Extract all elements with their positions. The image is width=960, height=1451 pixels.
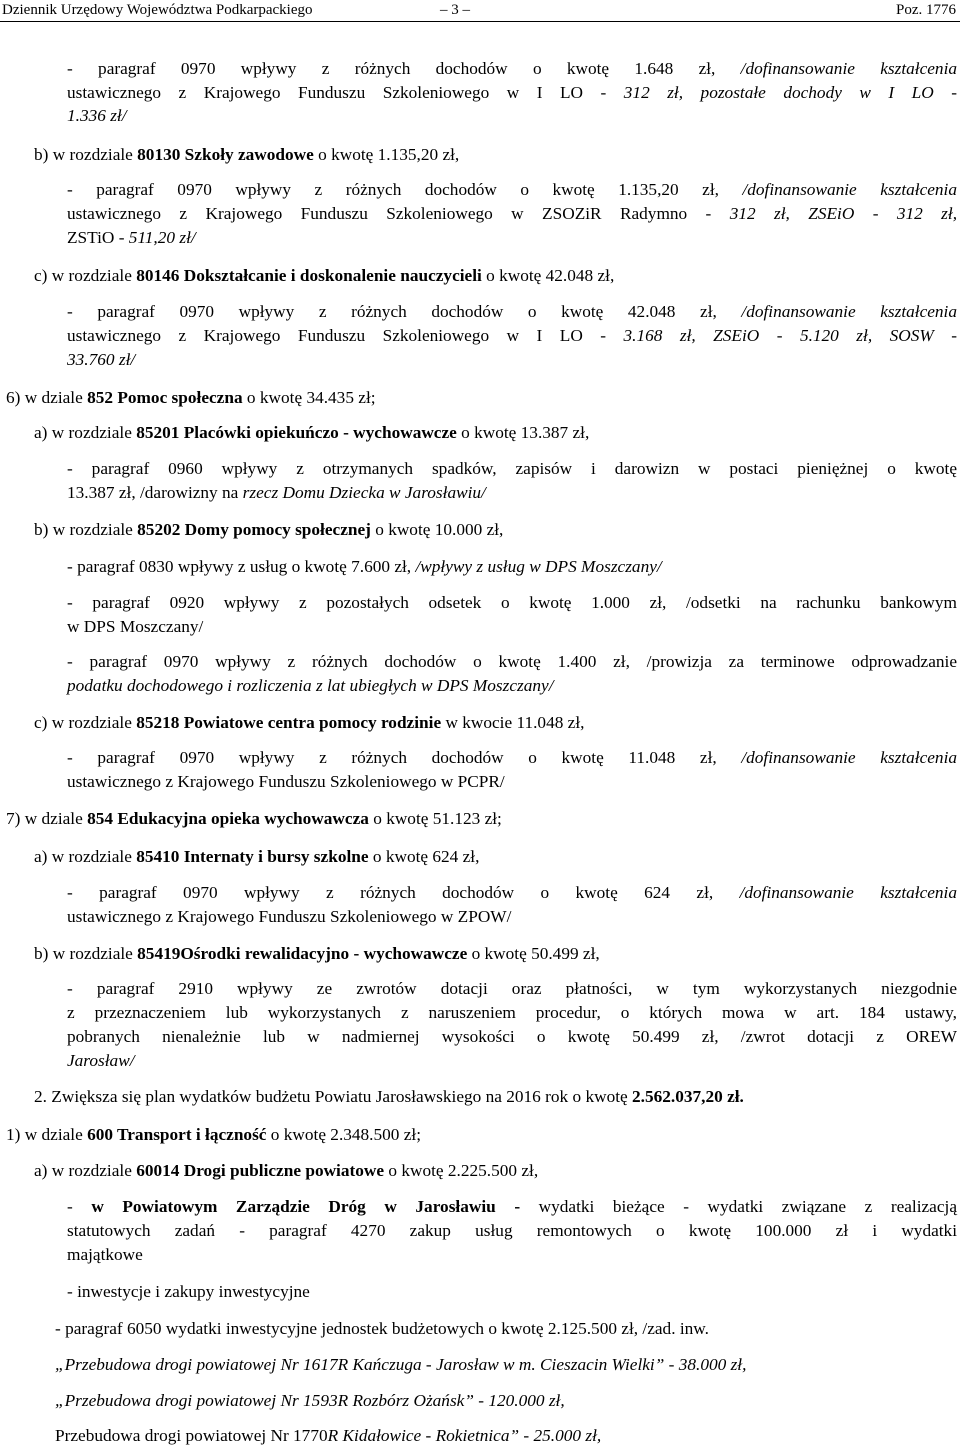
text-line [67, 178, 957, 202]
text-line [67, 615, 203, 639]
text-segment: z przeznaczeniem lub wykorzystanych z naruszeniem procedur, o których mowa w art. 184 ustawy, [67, 1003, 957, 1022]
text-segment: 80146 Dokształcanie i doskonalenie nauczycieli [136, 266, 482, 285]
text-line [67, 1243, 143, 1267]
text-line [67, 1219, 957, 1243]
text-segment: 7) w dziale [6, 809, 88, 828]
text-segment: 1) w dziale [6, 1125, 88, 1144]
text-segment: wydatki bieżące - wydatki związane z realizacją [520, 1197, 957, 1216]
text-segment: ustawicznego z Krajowego Funduszu Szkoleniowego w I LO - [67, 83, 624, 102]
text-line [55, 1317, 709, 1341]
text-line [67, 300, 957, 324]
text-segment: a) w rozdziale [34, 847, 137, 866]
text-line [67, 1280, 310, 1304]
text-line [34, 711, 584, 735]
text-line [67, 905, 511, 929]
text-segment: 854 Edukacyjna opieka wychowawcza [87, 809, 369, 828]
text-segment: 852 Pomoc społeczna [87, 388, 243, 407]
text-line [34, 143, 459, 167]
text-line [67, 81, 957, 105]
text-line [67, 481, 486, 505]
text-segment: 33.760 zł/ [67, 350, 136, 369]
text-segment: podatku dochodowego i rozliczenia z lat ubiegłych w DPS Moszczany/ [67, 676, 554, 695]
text-segment: 511,20 zł/ [128, 228, 196, 247]
text-segment: o kwotę 42.048 zł, [481, 266, 615, 285]
text-line [67, 1001, 957, 1025]
text-segment: w DPS Moszczany/ [67, 617, 204, 636]
text-segment: - paragraf 0970 wpływy z różnych dochodów o kwotę 624 zł, [67, 883, 740, 902]
text-segment: 85419Ośrodki rewalidacyjno - wychowawcze [137, 944, 468, 963]
page-number: – 3 – [440, 2, 470, 18]
text-segment: o kwotę 1.135,20 zł, [313, 145, 460, 164]
position-number: Poz. 1776 [896, 2, 956, 18]
text-segment: 1.336 zł/ [67, 106, 127, 125]
text-line [55, 1424, 601, 1448]
text-segment: 13.387 zł, /darowizny na [67, 483, 243, 502]
text-segment: 60014 Drogi publiczne powiatowe [136, 1161, 385, 1180]
text-segment: ustawicznego z Krajowego Funduszu Szkoleniowego w I LO - [67, 326, 624, 345]
text-line [67, 457, 957, 481]
text-line [34, 942, 600, 966]
text-segment: - paragraf 6050 wydatki inwestycyjne jednostek budżetowych o kwotę 2.125.500 zł, /zad. inw. [55, 1319, 709, 1338]
text-line [55, 1353, 746, 1377]
text-segment: /dofinansowanie kształcenia [741, 302, 958, 321]
text-segment: rzecz Domu Dziecka w Jarosławiu/ [242, 483, 486, 502]
text-segment: Przebudowa drogi powiatowej Nr 1770 [55, 1426, 328, 1445]
text-line [67, 57, 957, 81]
text-line [67, 1049, 135, 1073]
text-segment: 312 zł, pozostałe dochody w I LO - [623, 83, 957, 102]
text-line [34, 264, 614, 288]
text-segment: ustawicznego z Krajowego Funduszu Szkoleniowego w ZPOW/ [67, 907, 512, 926]
text-segment: a) w rozdziale [34, 1161, 137, 1180]
text-segment: ustawicznego z Krajowego Funduszu Szkoleniowego w ZSOZiR Radymno - [67, 204, 730, 223]
text-segment: c) w rozdziale [34, 266, 137, 285]
text-line [67, 348, 135, 372]
text-line [67, 881, 957, 905]
text-line [34, 518, 503, 542]
text-segment: - paragraf 0920 wpływy z pozostałych odsetek o kwotę 1.000 zł, /odsetki na rachunku bankowym [67, 593, 957, 612]
text-segment: „Przebudowa drogi powiatowej Nr 1617R Kańczuga - Jarosław w m. Cieszacin Wielki” - 38.000 zł, [55, 1355, 747, 1374]
text-segment: /dofinansowanie kształcenia [742, 180, 958, 199]
text-segment: 85202 Domy pomocy społecznej [137, 520, 371, 539]
text-line [67, 591, 957, 615]
text-segment: 2.562.037,20 zł. [632, 1087, 744, 1106]
text-segment: 2. Zwiększa się plan wydatków budżetu Powiatu Jarosławskiego na 2016 rok o kwotę [34, 1087, 633, 1106]
text-line [34, 1159, 538, 1183]
text-segment: 312 zł, ZSEiO - 312 zł, [729, 204, 958, 223]
text-segment: 85201 Placówki opiekuńczo - wychowawcze [136, 423, 457, 442]
text-line [67, 770, 505, 794]
text-line [34, 1085, 744, 1109]
text-segment: - paragraf 0970 wpływy z różnych dochodów o kwotę 1.135,20 zł, [67, 180, 743, 199]
text-segment: statutowych zadań - paragraf 4270 zakup usług remontowych o kwotę 100.000 zł i wydatki [67, 1221, 957, 1240]
journal-title: Dziennik Urzędowy Województwa Podkarpackiego [2, 2, 313, 18]
text-segment: R Kidałowice - Rokietnica” - 25.000 zł, [327, 1426, 602, 1445]
header-rule [0, 21, 960, 22]
text-segment: b) w rozdziale [34, 520, 138, 539]
text-line [34, 845, 479, 869]
page-header [0, 0, 960, 22]
text-line [6, 807, 502, 831]
text-segment: „Przebudowa drogi powiatowej Nr 1593R Rozbórz Ożańsk” - 120.000 zł, [55, 1391, 565, 1410]
text-segment: majątkowe [67, 1245, 143, 1264]
text-line [6, 1123, 421, 1147]
text-segment: c) w rozdziale [34, 713, 137, 732]
text-line [67, 977, 957, 1001]
text-line [34, 421, 589, 445]
text-segment: - [67, 1197, 92, 1216]
text-segment: 85218 Powiatowe centra pomocy rodzinie [136, 713, 442, 732]
text-segment: /dofinansowanie kształcenia [740, 59, 958, 78]
text-segment: /wpływy z usług w DPS Moszczany/ [415, 557, 662, 576]
text-segment: 3.168 zł, ZSEiO - 5.120 zł, SOSW - [623, 326, 957, 345]
text-segment: 600 Transport i łączność [87, 1125, 267, 1144]
text-line [55, 1389, 565, 1413]
text-line [67, 1025, 957, 1049]
text-line [67, 650, 957, 674]
text-segment: ustawicznego z Krajowego Funduszu Szkoleniowego w PCPR/ [67, 772, 505, 791]
text-line [67, 555, 662, 579]
text-line [6, 386, 376, 410]
text-segment: o kwotę 34.435 zł; [242, 388, 376, 407]
text-segment: ZSTiO - [67, 228, 129, 247]
text-segment: o kwotę 624 zł, [368, 847, 480, 866]
text-line [67, 202, 957, 226]
text-segment: - paragraf 0970 wpływy z różnych dochodów o kwotę 1.648 zł, [67, 59, 741, 78]
text-segment: pobranych nienależnie lub w nadmiernej wysokości o kwotę 50.499 zł, /zwrot dotacji z OREW [67, 1027, 957, 1046]
text-segment: - inwestycje i zakupy inwestycyjne [67, 1282, 310, 1301]
text-segment: - paragraf 0960 wpływy z otrzymanych spadków, zapisów i darowizn w postaci pieniężnej o kwotę [67, 459, 957, 478]
text-segment: - paragraf 0970 wpływy z różnych dochodów o kwotę 11.048 zł, [67, 748, 742, 767]
text-line [67, 226, 196, 250]
text-line [67, 746, 957, 770]
text-segment: - paragraf 0970 wpływy z różnych dochodów o kwotę 1.400 zł, /prowizja za terminowe odprowadzanie [67, 652, 957, 671]
text-segment: /dofinansowanie kształcenia [741, 748, 958, 767]
text-segment: - paragraf 2910 wpływy ze zwrotów dotacji oraz płatności, w tym wykorzystanych niezgodnie [67, 979, 957, 998]
text-segment: o kwotę 2.348.500 zł; [266, 1125, 422, 1144]
text-segment: o kwotę 2.225.500 zł, [384, 1161, 539, 1180]
text-segment: 80130 Szkoły zawodowe [137, 145, 314, 164]
text-segment: w kwocie 11.048 zł, [441, 713, 585, 732]
text-segment: w Powiatowym Zarządzie Dróg w Jarosławiu - [91, 1197, 521, 1216]
text-segment: - paragraf 0830 wpływy z usług o kwotę 7.600 zł, [67, 557, 416, 576]
text-segment: a) w rozdziale [34, 423, 137, 442]
text-segment: o kwotę 51.123 zł; [368, 809, 502, 828]
text-line [67, 324, 957, 348]
text-segment: 85410 Internaty i bursy szkolne [136, 847, 369, 866]
text-segment: o kwotę 50.499 zł, [467, 944, 600, 963]
text-segment: b) w rozdziale [34, 944, 138, 963]
text-line [67, 104, 127, 128]
text-segment: - paragraf 0970 wpływy z różnych dochodów o kwotę 42.048 zł, [67, 302, 742, 321]
text-segment: /dofinansowanie kształcenia [739, 883, 957, 902]
text-line [67, 674, 554, 698]
text-segment: o kwotę 13.387 zł, [456, 423, 590, 442]
text-segment: 6) w dziale [6, 388, 88, 407]
text-segment: b) w rozdziale [34, 145, 138, 164]
text-line [67, 1195, 957, 1219]
text-segment: Jarosław/ [67, 1051, 135, 1070]
text-segment: o kwotę 10.000 zł, [370, 520, 504, 539]
